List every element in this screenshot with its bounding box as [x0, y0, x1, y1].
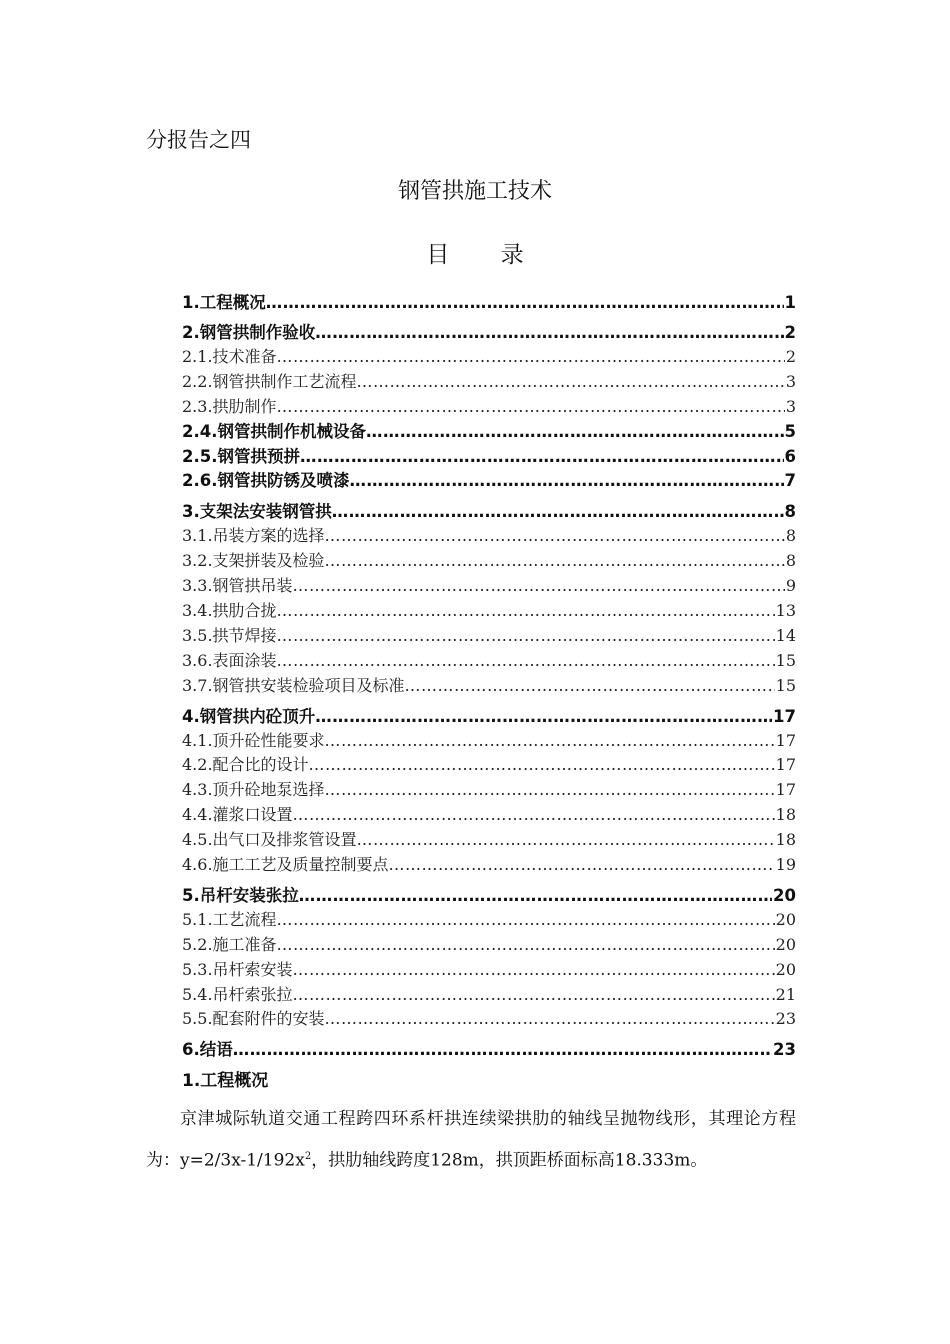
toc-entry[interactable] [182, 345, 796, 370]
table-of-contents [182, 290, 796, 1062]
toc-entry-label: 2.6.钢管拱防锈及喷漆 [182, 471, 350, 491]
toc-entry-page: 21 [775, 984, 796, 1004]
paragraph-text: 京津城际轨道交通工程跨四环系杆拱连续梁拱肋的轴线呈抛物线形，其理论方程为：y=2/3x-1/192x [146, 1109, 796, 1171]
toc-leader-dots [277, 599, 775, 624]
toc-entry-label: 1.工程概况 [182, 293, 266, 312]
toc-entry-page: 20 [775, 959, 796, 979]
toc-entry[interactable] [182, 499, 796, 524]
toc-entry-label: 4.6.施工工艺及质量控制要点 [182, 855, 389, 875]
toc-entry-label: 2.2.钢管拱制作工艺流程 [182, 371, 357, 391]
toc-entry[interactable] [182, 908, 796, 933]
toc-entry[interactable] [182, 624, 796, 649]
toc-entry[interactable] [182, 828, 796, 853]
toc-entry-label: 3.4.拱肋合拢 [182, 601, 277, 621]
paragraph-superscript: 2 [304, 1151, 312, 1162]
toc-leader-dots [299, 883, 772, 908]
toc-entry[interactable] [182, 803, 796, 828]
toc-entry-label: 2.1.技术准备 [182, 347, 277, 366]
toc-entry-label: 6.结语 [182, 1040, 233, 1060]
toc-entry-page: 20 [775, 934, 796, 954]
toc-entry-label: 4.1.顶升砼性能要求 [182, 730, 325, 750]
toc-entry-page: 2 [784, 323, 796, 342]
toc-entry-page: 23 [773, 1040, 796, 1060]
toc-leader-dots [277, 345, 785, 370]
toc-entry-label: 5.3.吊杆索安装 [182, 959, 293, 979]
toc-entry-label: 4.4.灌浆口设置 [182, 805, 293, 825]
toc-entry-page: 14 [775, 625, 796, 645]
toc-entry-page: 17 [775, 780, 796, 800]
toc-entry-label: 3.3.钢管拱吊装 [182, 576, 293, 596]
toc-leader-dots [277, 395, 785, 420]
toc-entry[interactable] [182, 420, 796, 445]
toc-entry-page: 6 [784, 446, 796, 466]
toc-entry[interactable] [182, 958, 796, 983]
toc-entry-page: 9 [785, 576, 796, 596]
toc-entry[interactable] [182, 933, 796, 958]
toc-entry-label: 3.6.表面涂装 [182, 650, 277, 670]
toc-entry-label: 2.钢管拱制作验收 [182, 323, 316, 342]
toc-entry-page: 20 [775, 909, 796, 929]
toc-leader-dots [389, 853, 775, 878]
toc-leader-dots [357, 828, 775, 853]
toc-entry[interactable] [182, 1007, 796, 1032]
toc-entry[interactable] [182, 524, 796, 549]
toc-entry-page: 23 [775, 1009, 796, 1029]
paragraph-text-end: ，拱肋轴线跨度128m，拱顶距桥面标高18.333m。 [311, 1150, 708, 1171]
toc-leader-dots [277, 908, 775, 933]
toc-entry-page: 20 [773, 885, 796, 905]
toc-leader-dots [277, 624, 775, 649]
toc-entry-page: 1 [784, 293, 796, 312]
toc-leader-dots [293, 803, 775, 828]
toc-leader-dots [325, 524, 785, 549]
toc-entry-label: 4.5.出气口及排浆管设置 [182, 830, 357, 850]
body-paragraph [146, 1100, 796, 1180]
toc-entry-page: 3 [785, 396, 796, 416]
toc-leader-dots [277, 649, 775, 674]
toc-entry[interactable] [182, 1037, 796, 1062]
toc-entry[interactable] [182, 395, 796, 420]
toc-entry-page: 17 [775, 730, 796, 750]
toc-entry-page: 2 [785, 347, 796, 366]
toc-entry[interactable] [182, 704, 796, 729]
toc-heading: 目 录 [426, 242, 546, 268]
toc-entry-page: 17 [775, 755, 796, 775]
toc-entry-label: 3.2.支架拼装及检验 [182, 551, 325, 571]
toc-leader-dots [233, 1037, 772, 1062]
toc-entry-label: 3.7.钢管拱安装检验项目及标准 [182, 675, 405, 695]
toc-leader-dots [332, 499, 784, 524]
toc-leader-dots [325, 549, 785, 574]
toc-entry-label: 4.2.配合比的设计 [182, 755, 309, 775]
toc-entry[interactable] [182, 853, 796, 878]
toc-entry[interactable] [182, 320, 796, 345]
toc-entry[interactable] [182, 729, 796, 754]
toc-leader-dots [325, 778, 775, 803]
toc-entry-page: 13 [775, 601, 796, 621]
toc-entry-page: 7 [784, 471, 796, 491]
toc-entry-page: 8 [785, 551, 796, 571]
toc-entry-label: 3.5.拱节焊接 [182, 625, 277, 645]
toc-entry[interactable] [182, 549, 796, 574]
toc-leader-dots [325, 1007, 775, 1032]
toc-entry-page: 3 [785, 371, 796, 391]
toc-leader-dots [405, 674, 775, 699]
toc-entry-page: 18 [775, 830, 796, 850]
toc-entry[interactable] [182, 753, 796, 778]
toc-entry-label: 2.3.拱肋制作 [182, 396, 277, 416]
toc-entry-page: 15 [775, 650, 796, 670]
toc-leader-dots [266, 290, 784, 315]
section-heading: 1.工程概况 [182, 1071, 269, 1091]
toc-entry-page: 17 [773, 706, 796, 726]
toc-entry-page: 15 [775, 675, 796, 695]
toc-entry[interactable] [182, 983, 796, 1008]
toc-leader-dots [315, 704, 772, 729]
toc-entry[interactable] [182, 370, 796, 395]
toc-leader-dots [350, 469, 784, 494]
toc-leader-dots [366, 420, 784, 445]
toc-entry-label: 5.2.施工准备 [182, 934, 277, 954]
toc-entry-label: 5.4.吊杆索张拉 [182, 984, 293, 1004]
toc-entry-label: 4.3.顶升砼地泵选择 [182, 780, 325, 800]
toc-entry-label: 3.支架法安装钢管拱 [182, 502, 332, 522]
toc-entry-page: 19 [775, 855, 796, 875]
toc-leader-dots [357, 370, 785, 395]
toc-leader-dots [293, 574, 785, 599]
toc-entry[interactable] [182, 778, 796, 803]
toc-leader-dots [325, 729, 775, 754]
toc-entry[interactable] [182, 649, 796, 674]
toc-entry[interactable] [182, 290, 796, 315]
page-title: 钢管拱施工技术 [397, 179, 552, 204]
toc-entry-page: 8 [785, 526, 796, 546]
toc-entry-label: 5.1.工艺流程 [182, 909, 277, 929]
toc-leader-dots [315, 320, 783, 345]
toc-leader-dots [277, 933, 775, 958]
toc-entry-label: 4.钢管拱内砼顶升 [182, 706, 316, 726]
toc-entry-page: 5 [784, 421, 796, 441]
toc-entry[interactable] [182, 469, 796, 494]
toc-leader-dots [309, 753, 775, 778]
toc-entry[interactable] [182, 674, 796, 699]
toc-entry-page: 8 [784, 502, 796, 522]
report-subtitle: 分报告之四 [146, 128, 251, 152]
toc-leader-dots [293, 958, 775, 983]
toc-entry[interactable] [182, 883, 796, 908]
toc-entry-label: 3.1.吊装方案的选择 [182, 526, 325, 546]
toc-entry-label: 5.5.配套附件的安装 [182, 1009, 325, 1029]
toc-entry-label: 2.4.钢管拱制作机械设备 [182, 421, 366, 441]
toc-entry[interactable] [182, 599, 796, 624]
toc-entry-label: 5.吊杆安装张拉 [182, 885, 299, 905]
toc-leader-dots [293, 983, 775, 1008]
toc-entry[interactable] [182, 445, 796, 470]
toc-entry[interactable] [182, 574, 796, 599]
toc-leader-dots [300, 445, 784, 470]
toc-entry-page: 18 [775, 805, 796, 825]
toc-entry-label: 2.5.钢管拱预拼 [182, 446, 300, 466]
